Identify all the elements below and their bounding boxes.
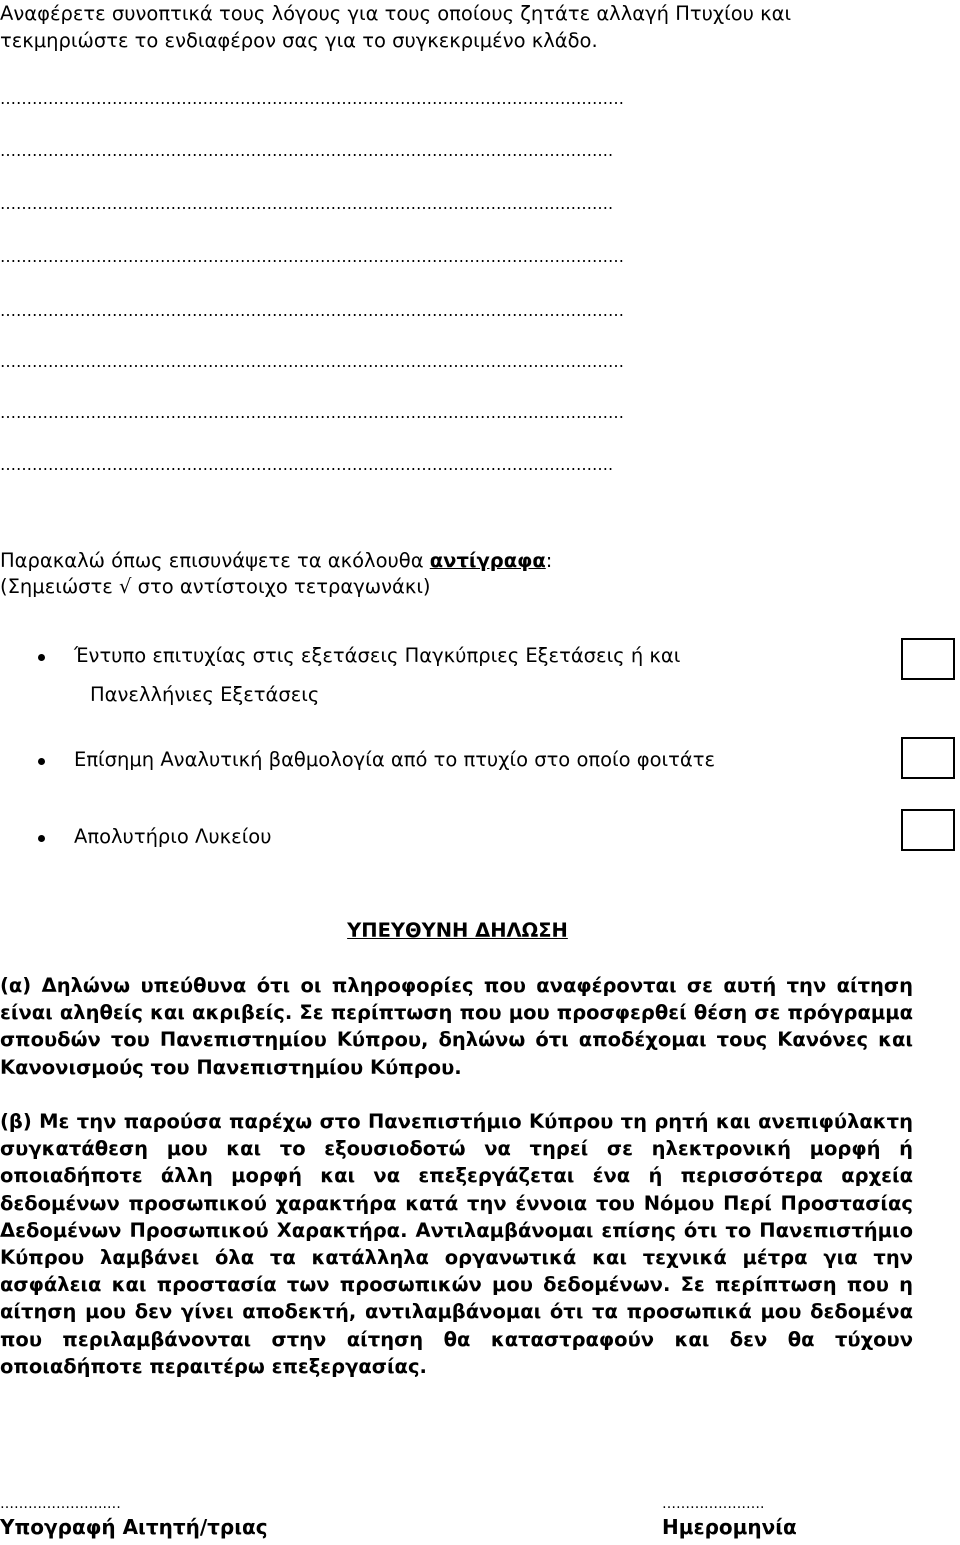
answer-line[interactable]: ……………………………………………………………………………………………………… xyxy=(0,89,624,108)
attach-instruction-prefix: Παρακαλώ όπως επισυνάψετε τα ακόλουθα xyxy=(0,549,430,572)
attach-instruction-emphasis: αντίγραφα xyxy=(429,549,546,572)
checkbox-lyceum-diploma[interactable] xyxy=(901,809,955,851)
bullet-icon xyxy=(38,654,45,661)
checkbox-transcript[interactable] xyxy=(901,737,955,779)
signature-line[interactable]: …………………..… xyxy=(0,1496,121,1512)
attach-instruction-suffix: : xyxy=(545,549,553,572)
answer-line[interactable]: ……………………………………………………………………………………………………… xyxy=(0,301,624,320)
answer-line[interactable]: ……………………………………………………………………………………………………… xyxy=(0,247,624,266)
date-label: Ημερομηνία xyxy=(662,1515,797,1539)
declaration-paragraph-a: (α) Δηλώνω υπεύθυνα ότι οι πληροφορίες που αναφέρονται σε αυτή την αίτηση είναι αληθείς και ακριβείς. Σε περίπτωση που μου προσφερθεί θέση σε πρόγραμμα σπουδών του Πανεπιστημίου Κύπρου, δηλώνω ότι αποδέχομαι τους Κανόνες και Κανονισμούς του Πανεπιστημίου Κύπρου. xyxy=(0,974,913,1079)
checklist-item-2: Επίσημη Αναλυτική βαθμολογία από το πτυχίο στο οποίο φοιτάτε xyxy=(74,748,716,771)
declaration-title: ΥΠΕΥΘΥΝΗ ΔΗΛΩΣΗ xyxy=(347,919,568,942)
answer-line[interactable]: ……………………………………………………………………………………………………… xyxy=(0,352,624,371)
attach-instruction xyxy=(0,549,552,572)
answer-line[interactable]: ……………………………………………………………………………………………………. xyxy=(0,194,614,213)
checklist-item-1-line-2: Πανελλήνιες Εξετάσεις xyxy=(90,683,320,706)
checkbox-success-certificate[interactable] xyxy=(901,638,955,680)
bullet-icon xyxy=(38,835,45,842)
intro-line-2: τεκμηριώστε το ενδιαφέρον σας για το συγκεκριμένο κλάδο. xyxy=(0,29,598,52)
intro-line-1: Αναφέρετε συνοπτικά τους λόγους για τους οποίους ζητάτε αλλαγή Πτυχίου και xyxy=(0,2,792,25)
answer-line[interactable]: ……………………………………………………………………………………………………. xyxy=(0,141,614,160)
bullet-icon xyxy=(38,758,45,765)
answer-line[interactable]: ……………………………………………………………………………………………………. xyxy=(0,455,614,474)
date-line[interactable]: …………………. xyxy=(662,1496,765,1512)
signature-label: Υπογραφή Αιτητή/τριας xyxy=(0,1515,268,1539)
checklist-item-1-line-1: Έντυπο επιτυχίας στις εξετάσεις Παγκύπριες Εξετάσεις ή και xyxy=(74,644,681,667)
attach-note: (Σημειώστε √ στο αντίστοιχο τετραγωνάκι) xyxy=(0,575,431,598)
declaration-paragraph-b: (β) Με την παρούσα παρέχω στο Πανεπιστήμιο Κύπρου τη ρητή και ανεπιφύλακτη συγκατάθεση μου και το εξουσιοδοτώ να τηρεί σε ηλεκτρονική μορφή ή οποιαδήποτε άλλη μορφή και να επεξεργάζεται ένα ή περισσότερα αρχεία δεδομένων προσωπικού χαρακτήρα κατά την έννοια του Νόμου Περί Προστασίας Δεδομένων Προσωπικού Χαρακτήρα. Αντιλαμβάνομαι επίσης ότι το Πανεπιστήμιο Κύπρου λαμβάνει όλα τα κατάλληλα οργανωτικά και τεχνικά μέτρα για την ασφάλεια και προστασία των προσωπικών μου δεδομένων. Σε περίπτωση που η αίτηση μου δεν γίνει αποδεκτή, αντιλαμβάνομαι ότι τα προσωπικά μου δεδομένα που περιλαμβάνονται στην αίτηση θα καταστραφούν και δεν θα τύχουν οποιαδήποτε περαιτέρω επεξεργασίας. xyxy=(0,1110,913,1378)
checklist-item-3: Απολυτήριο Λυκείου xyxy=(74,825,272,848)
answer-line[interactable]: ……………………………………………………………………………………………………… xyxy=(0,403,624,422)
